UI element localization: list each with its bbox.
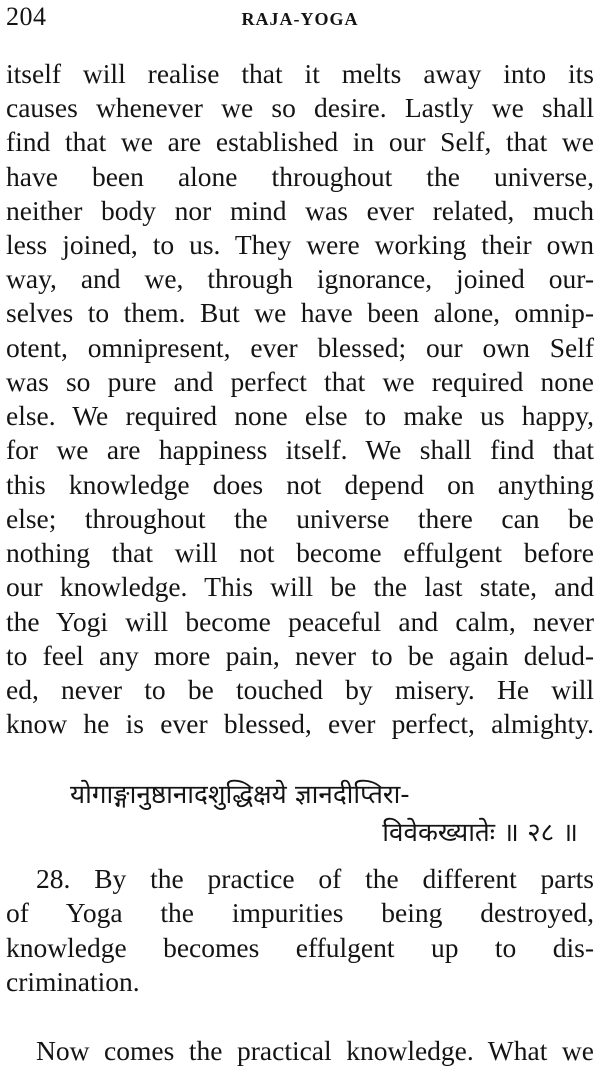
text-line: else. We required none else to make us happy,	[6, 400, 594, 431]
page-header	[0, 0, 600, 40]
text-line: crimination.	[6, 966, 140, 997]
text-line: else; throughout the universe there can be	[6, 503, 594, 534]
text-line: otent, omnipresent, ever blessed; our own Self	[6, 332, 594, 363]
text-line: find that we are established in our Self, that we	[6, 126, 594, 157]
text-line: our knowledge. This will be the last state, and	[6, 571, 594, 602]
text-line: to feel any more pain, never to be again delud-	[6, 640, 594, 671]
sanskrit-line: योगाङ्गानुष्ठानादशुद्धिक्षये ज्ञानदीप्तिरा-	[70, 780, 410, 810]
text-line: less joined, to us. They were working their own	[6, 229, 594, 260]
text-line: knowledge becomes effulgent up to dis-	[6, 932, 594, 963]
text-line: this knowledge does not depend on anything	[6, 469, 594, 500]
text-line: 28. By the practice of the different parts	[36, 863, 594, 894]
text-line: Now comes the practical knowledge. What we	[36, 1035, 594, 1066]
text-line: ed, never to be touched by misery. He will	[6, 674, 594, 705]
text-line: was so pure and perfect that we required none	[6, 366, 594, 397]
text-line: for we are happiness itself. We shall find that	[6, 434, 594, 465]
text-line: know he is ever blessed, ever perfect, almighty.	[6, 708, 594, 739]
text-line: of Yoga the impurities being destroyed,	[6, 897, 594, 928]
page-number: 204	[6, 2, 47, 31]
text-line: nothing that will not become effulgent before	[6, 537, 594, 568]
text-line: the Yogi will become peaceful and calm, never	[6, 606, 594, 637]
text-line: causes whenever we so desire. Lastly we shall	[6, 92, 594, 123]
text-line: way, and we, through ignorance, joined our-	[6, 263, 594, 294]
text-line: neither body nor mind was ever related, much	[6, 195, 594, 226]
text-line: selves to them. But we have been alone, omnip-	[6, 297, 594, 328]
text-line: have been alone throughout the universe,	[6, 161, 594, 192]
text-line: itself will realise that it melts away into its	[6, 58, 594, 89]
sanskrit-line: विवेकख्यातेः ॥ २८ ॥	[382, 818, 578, 848]
running-head: RAJA-YOGA	[241, 9, 359, 29]
